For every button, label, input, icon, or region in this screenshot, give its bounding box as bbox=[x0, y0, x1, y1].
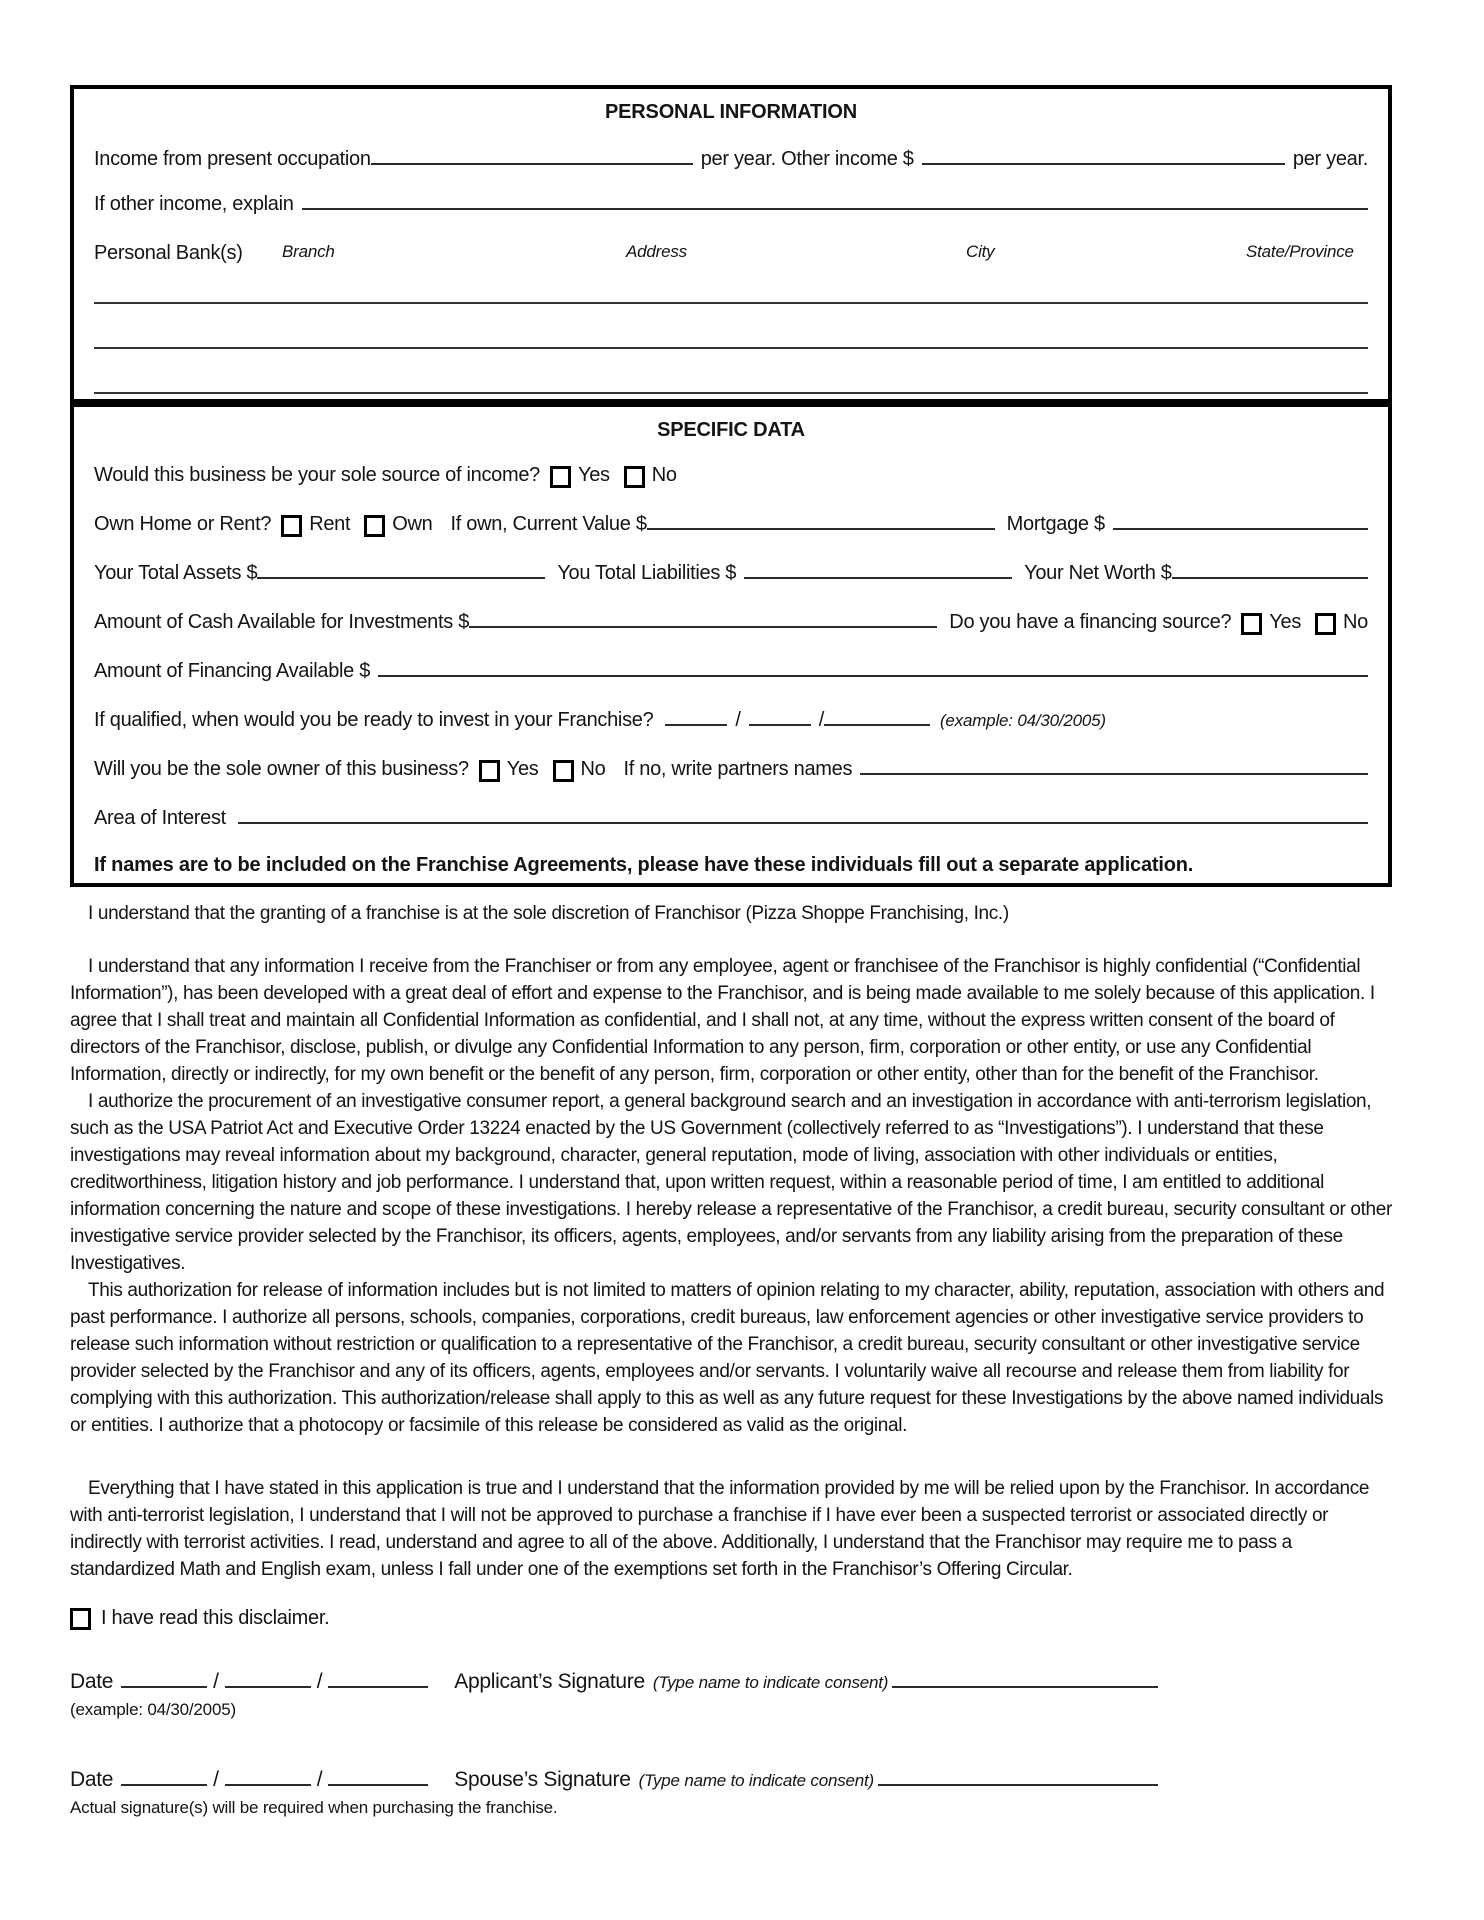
disclaimer-paragraph-2: I understand that any information I receive from the Franchiser or from any employee, agent or franchisee of the Franchisor is highly confidential (“Confidential Information”), has been developed with a great deal of effort and expense to the Franchisor, and is being made available to me solely because of this application. I agree that I shall treat and maintain all Confidential Information as confidential, and I shall not, at any time, without the express written consent of the board of directors of the Franchisor, disclose, publish, or divulge any Confidential Information to any person, firm, corporation or other entity, or use any Confidential Information, directly or indirectly, for my own benefit or the benefit of any person, firm, corporation or other entity, other than for the benefit of the Franchisor. bbox=[70, 956, 1375, 1085]
sole-owner-no-checkbox[interactable] bbox=[553, 760, 574, 782]
disclaimer-paragraph-1: I understand that the granting of a franchise is at the sole discretion of Franchisor (Pizza Shoppe Franchising, Inc.) bbox=[88, 903, 1009, 924]
applicant-consent-note: (Type name to indicate consent) bbox=[652, 1673, 889, 1692]
own-checkbox[interactable] bbox=[364, 515, 385, 537]
financing-available-field[interactable] bbox=[378, 673, 1368, 677]
cash-available-label: Amount of Cash Available for Investments $ bbox=[94, 611, 470, 633]
date-slash: / bbox=[316, 1670, 323, 1693]
rent-label: Rent bbox=[309, 513, 351, 535]
sole-owner-no-label: No bbox=[580, 758, 606, 780]
income-row bbox=[94, 148, 1368, 171]
spouse-signature-label: Spouse’s Signature bbox=[454, 1768, 631, 1791]
mortgage-field[interactable] bbox=[1113, 526, 1368, 530]
invest-date-label: If qualified, when would you be ready to invest in your Franchise? bbox=[94, 709, 654, 731]
partners-names-label: If no, write partners names bbox=[623, 758, 853, 780]
sole-source-no-label: No bbox=[651, 464, 677, 486]
sole-source-yes-label: Yes bbox=[578, 464, 610, 486]
area-of-interest-row bbox=[94, 807, 1368, 830]
spouse-signature-row bbox=[70, 1768, 1158, 1792]
invest-date-example: (example: 04/30/2005) bbox=[939, 711, 1106, 730]
rent-checkbox[interactable] bbox=[281, 515, 302, 537]
other-income-explain-label: If other income, explain bbox=[94, 193, 294, 215]
sole-owner-label: Will you be the sole owner of this business? bbox=[94, 758, 469, 780]
date-example-note: (example: 04/30/2005) bbox=[70, 1700, 236, 1719]
own-home-label: Own Home or Rent? bbox=[94, 513, 272, 535]
total-liabilities-field[interactable] bbox=[744, 575, 1012, 579]
disclaimer-and-signature-area bbox=[70, 900, 1392, 1818]
spouse-signature-field[interactable] bbox=[878, 1782, 1158, 1786]
applicant-date-day-field[interactable] bbox=[225, 1684, 311, 1688]
financing-source-no-checkbox[interactable] bbox=[1315, 613, 1336, 635]
invest-year-field[interactable] bbox=[824, 722, 930, 726]
disclaimer-paragraph-3: I authorize the procurement of an investigative consumer report, a general background search and an investigation in accordance with anti-terrorism legislation, such as the USA Patriot Act and Executive Order 13224 enacted by the US Government (collectively referred to as “Investigations”). I understand that these investigations may reveal information about my background, character, general reputation, mode of living, association with other individuals or entities, creditworthiness, litigation history and job performance. I understand that, upon written request, within a reasonable period of time, I am entitled to additional information concerning the nature and scope of these investigations. I hereby release a representative of the Franchisor, a credit bureau, security consultant or other investigative service provider selected by the Franchisor, its officers, agents, employees, and/or servants from any liability arising from the preparation of these Investigatives. bbox=[70, 1091, 1392, 1274]
total-assets-label: Your Total Assets $ bbox=[94, 562, 258, 584]
current-value-label: If own, Current Value $ bbox=[450, 513, 647, 535]
financing-source-label: Do you have a financing source? bbox=[949, 611, 1232, 633]
date-slash: / bbox=[316, 1768, 323, 1791]
applicant-signature-label: Applicant’s Signature bbox=[454, 1670, 645, 1693]
cash-available-field[interactable] bbox=[469, 624, 937, 628]
applicant-date-year-field[interactable] bbox=[328, 1684, 428, 1688]
financing-available-label: Amount of Financing Available $ bbox=[94, 660, 371, 682]
net-worth-field[interactable] bbox=[1172, 575, 1368, 579]
personal-banks-label: Personal Bank(s) bbox=[94, 242, 243, 264]
sole-source-label: Would this business be your sole source of income? bbox=[94, 464, 540, 486]
separate-application-note: If names are to be included on the Franchise Agreements, please have these individuals fill out a separate application. bbox=[94, 854, 1194, 876]
other-income-field[interactable] bbox=[922, 161, 1285, 165]
disclaimer-paragraph-5: Everything that I have stated in this application is true and I understand that the information provided by me will be relied upon by the Franchisor. In accordance with anti-terrorist legislation, I understand that I will not be approved to purchase a franchise if I have ever been a suspected terrorist or associated directly or indirectly with terrorist activities. I read, understand and agree to all of the above. Additionally, I understand that the Franchisor may require me to pass a standardized Math and English exam, unless I fall under one of the exemptions set forth in the Franchisor’s Offering Circular. bbox=[70, 1478, 1370, 1580]
current-value-field[interactable] bbox=[647, 526, 995, 530]
income-occupation-field[interactable] bbox=[371, 161, 693, 165]
area-of-interest-label: Area of Interest bbox=[94, 807, 226, 829]
bank-address-column-label: Address bbox=[626, 242, 687, 261]
specific-data-section bbox=[70, 403, 1392, 887]
invest-month-field[interactable] bbox=[665, 722, 727, 726]
invest-day-field[interactable] bbox=[749, 722, 811, 726]
area-of-interest-field[interactable] bbox=[238, 820, 1368, 824]
personal-information-section bbox=[70, 85, 1392, 403]
sole-owner-yes-checkbox[interactable] bbox=[479, 760, 500, 782]
actual-signature-note: Actual signature(s) will be required when purchasing the franchise. bbox=[70, 1798, 558, 1817]
bank-branch-column-label: Branch bbox=[282, 242, 335, 261]
spouse-date-day-field[interactable] bbox=[225, 1782, 311, 1786]
bank-city-column-label: City bbox=[966, 242, 995, 261]
bank-state-province-column-label: State/Province bbox=[1246, 242, 1354, 261]
own-home-row bbox=[94, 513, 1368, 536]
net-worth-label: Your Net Worth $ bbox=[1024, 562, 1172, 584]
partners-names-field[interactable] bbox=[860, 771, 1368, 775]
mortgage-label: Mortgage $ bbox=[1006, 513, 1105, 535]
sole-owner-yes-label: Yes bbox=[506, 758, 539, 780]
read-disclaimer-checkbox[interactable] bbox=[70, 1608, 91, 1630]
income-occupation-label: Income from present occupation bbox=[94, 148, 371, 170]
specific-data-title: SPECIFIC DATA bbox=[657, 419, 805, 441]
personal-banks-header-row bbox=[94, 242, 1368, 265]
applicant-date-month-field[interactable] bbox=[121, 1684, 207, 1688]
sole-source-no-checkbox[interactable] bbox=[624, 466, 645, 488]
financing-available-row bbox=[94, 660, 1368, 683]
disclaimer-paragraph-4: This authorization for release of information includes but is not limited to matters of opinion relating to my character, ability, reputation, association with others and past performance. I authorize all persons, schools, companies, corporations, credit bureaus, law enforcement agencies or other investigative service providers to release such information without restriction or qualification to a representative of the Franchisor, a credit bureau, security consultant or other investigative service provider selected by the Franchisor and any of its officers, agents, employees and/or servants. I voluntarily waive all recourse and release them from liability for complying with this authorization. This authorization/release shall apply to this as well as any future request for these Investigations by the above named individuals or entities. I authorize that a photocopy or facsimile of this release be considered as valid as the original. bbox=[70, 1280, 1385, 1436]
cash-available-row bbox=[94, 611, 1368, 634]
date-slash: / bbox=[213, 1768, 219, 1791]
other-income-label: per year. Other income $ bbox=[700, 148, 914, 170]
financing-source-yes-checkbox[interactable] bbox=[1241, 613, 1262, 635]
other-income-explain-row bbox=[94, 193, 1368, 216]
date-slash: / bbox=[213, 1670, 219, 1693]
bank-entry-field-3[interactable] bbox=[94, 392, 1368, 394]
spouse-consent-note: (Type name to indicate consent) bbox=[638, 1771, 874, 1790]
date-slash: / bbox=[735, 709, 741, 731]
spouse-date-month-field[interactable] bbox=[121, 1782, 207, 1786]
sole-source-row bbox=[94, 464, 1368, 487]
signature-block bbox=[70, 1670, 1158, 1818]
bank-entry-field-2[interactable] bbox=[94, 347, 1368, 349]
other-income-explain-field[interactable] bbox=[302, 206, 1368, 210]
per-year-label: per year. bbox=[1292, 148, 1368, 170]
date-label: Date bbox=[70, 1768, 114, 1791]
applicant-signature-field[interactable] bbox=[892, 1684, 1158, 1688]
financing-source-yes-label: Yes bbox=[1269, 611, 1302, 633]
sole-owner-row bbox=[94, 758, 1368, 781]
own-label: Own bbox=[392, 513, 433, 535]
total-liabilities-label: You Total Liabilities $ bbox=[557, 562, 737, 584]
read-disclaimer-row bbox=[70, 1607, 1392, 1630]
financing-source-no-label: No bbox=[1343, 611, 1368, 633]
assets-row bbox=[94, 562, 1368, 585]
date-slash: / bbox=[818, 709, 824, 731]
sole-source-yes-checkbox[interactable] bbox=[550, 466, 571, 488]
bank-entry-field-1[interactable] bbox=[94, 302, 1368, 304]
spouse-date-year-field[interactable] bbox=[328, 1782, 428, 1786]
read-disclaimer-label: I have read this disclaimer. bbox=[101, 1607, 330, 1629]
total-assets-field[interactable] bbox=[257, 575, 545, 579]
personal-information-title: PERSONAL INFORMATION bbox=[605, 101, 857, 123]
applicant-signature-row bbox=[70, 1670, 1158, 1694]
invest-date-row bbox=[94, 709, 1368, 732]
date-label: Date bbox=[70, 1670, 114, 1693]
